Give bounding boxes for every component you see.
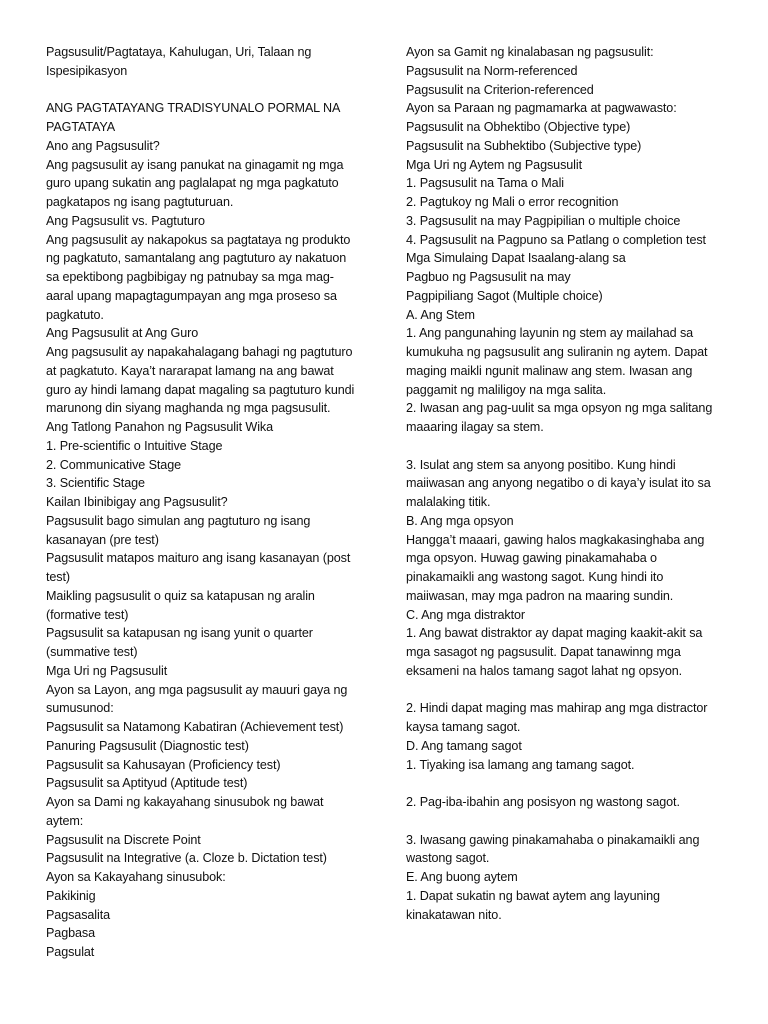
- text-line: Pagbuo ng Pagsusulit na may: [406, 270, 571, 284]
- text-line: (summative test): [46, 645, 138, 659]
- text-line: kumukuha ng pagsusulit ang suliranin ng aytem. Dapat: [406, 345, 708, 359]
- text-line: Ang pagsusulit ay isang panukat na ginagamit ng mga: [46, 157, 344, 172]
- text-line: Mga Uri ng Aytem ng Pagsusulit: [406, 157, 582, 172]
- text-line: Ayon sa Gamit ng kinalabasan ng pagsusulit:: [406, 45, 654, 59]
- text-line: marunong din siyang maghanda ng mga pagsusulit.: [46, 401, 331, 416]
- text-line: Pagsusulit bago simulan ang pagtuturo ng isang: [46, 513, 311, 528]
- text-line: 1. Pagsusulit na Tama o Mali: [406, 176, 564, 191]
- text-line: Pagpipiliang Sagot (Multiple choice): [406, 288, 603, 303]
- text-line: Pagsusulit sa katapusan ng isang yunit o quarter: [46, 626, 313, 641]
- text-line: [406, 812, 726, 831]
- text-line: Ayon sa Paraan ng pagmamarka at pagwawasto:: [406, 101, 677, 116]
- text-line: ng pagkatuto, samantalang ang pagtuturo ay nakatuon: [46, 251, 347, 266]
- text-line: sa epektibong pagbibigay ng patnubay sa mga mag-: [46, 270, 334, 284]
- text-line: 1. Ang bawat distraktor ay dapat maging kaakit-akit sa: [406, 626, 703, 641]
- text-line: 3. Pagsusulit na may Pagpipilian o multiple choice: [406, 213, 681, 228]
- text-line: PAGTATAYA: [46, 120, 116, 134]
- text-line: Pagbasa: [46, 926, 96, 941]
- text-line: B. Ang mga opsyon: [406, 513, 514, 528]
- text-line: pagkatapos ng isang pagtuturuan.: [46, 195, 234, 209]
- text-line: Ang Tatlong Panahon ng Pagsusulit Wika: [46, 420, 274, 434]
- text-line: aytem:: [46, 813, 84, 828]
- text-line: Ispesipikasyon: [46, 63, 128, 78]
- text-line: Panuring Pagsusulit (Diagnostic test): [46, 738, 249, 753]
- text-line: Ayon sa Layon, ang mga pagsusulit ay mauuri gaya ng: [46, 682, 348, 697]
- text-line: 1. Ang pangunahing layunin ng stem ay mailahad sa: [406, 326, 694, 341]
- text-line: Pagsusulit na Subhektibo (Subjective type): [406, 138, 642, 153]
- text-line: maging maikli ngunit malinaw ang stem. Iwasan ang: [406, 363, 693, 378]
- text-line: maiiwasan ang anyong negatibo o di kaya’y isulat ito sa: [406, 476, 711, 491]
- text-line: Maikling pagsusulit o quiz sa katapusan ng aralin: [46, 588, 315, 603]
- text-line: kaysa tamang sagot.: [406, 720, 521, 734]
- text-line: 2. Pag-iba-ibahin ang posisyon ng wastong sagot.: [406, 795, 680, 809]
- text-line: eksameni na halos tamang sagot lahat ng opsyon.: [406, 663, 683, 678]
- text-line: Ang pagsusulit ay nakapokus sa pagtataya ng produkto: [46, 232, 351, 247]
- text-line: 3. Scientific Stage: [46, 476, 145, 491]
- text-line: Pagsusulit sa Natamong Kabatiran (Achievement test): [46, 720, 344, 734]
- text-line: C. Ang mga distraktor: [406, 607, 525, 622]
- text-line: [406, 437, 726, 456]
- text-line: Ano ang Pagsusulit?: [46, 138, 160, 153]
- text-line: Ang Pagsusulit at Ang Guro: [46, 326, 199, 341]
- text-line: kasanayan (pre test): [46, 532, 159, 547]
- text-line: 3. Isulat ang stem sa anyong positibo. Kung hindi: [406, 457, 676, 472]
- text-line: wastong sagot.: [406, 851, 490, 866]
- text-line: guro upang sukatin ang paglalapat ng mga pagkatuto: [46, 176, 339, 191]
- text-line: Pagsusulit na Norm-referenced: [406, 63, 578, 78]
- text-line: pagkatuto.: [46, 307, 104, 322]
- text-line: malalaking titik.: [406, 495, 491, 509]
- text-line: Pakikinig: [46, 888, 96, 903]
- text-line: Pagsusulit sa Kahusayan (Proficiency test): [46, 757, 281, 772]
- text-line: Ayon sa Dami ng kakayahang sinusubok ng bawat: [46, 795, 324, 809]
- text-line: Pagsusulit/Pagtataya, Kahulugan, Uri, Talaan ng: [46, 45, 312, 59]
- text-line: 2. Communicative Stage: [46, 457, 181, 472]
- text-line: paggamit ng maliligoy na mga salita.: [406, 382, 607, 397]
- text-line: A. Ang Stem: [406, 307, 475, 322]
- text-line: 3. Iwasang gawing pinakamahaba o pinakamaikli ang: [406, 832, 700, 847]
- text-line: test): [46, 570, 70, 584]
- text-line: Pagsasalita: [46, 907, 111, 922]
- text-line: pinakamaikli ang wastong sagot. Kung hindi ito: [406, 570, 664, 584]
- text-line: (formative test): [46, 607, 129, 622]
- right-column: [406, 43, 726, 924]
- text-line: aaral upang mapagtagumpayan ang mga proseso sa: [46, 288, 337, 303]
- text-line: 2. Pagtukoy ng Mali o error recognition: [406, 195, 619, 209]
- text-line: Hangga’t maaari, gawing halos magkakasinghaba ang: [406, 532, 705, 547]
- text-line: D. Ang tamang sagot: [406, 738, 522, 753]
- text-line: at pagkatuto. Kaya’t nararapat lamang na ang bawat: [46, 363, 334, 378]
- text-line: maiiwasan, may mga padron na maaring sundin.: [406, 588, 674, 603]
- left-column: [46, 43, 368, 962]
- text-line: Mga Uri ng Pagsusulit: [46, 663, 168, 678]
- text-line: 1. Tiyaking isa lamang ang tamang sagot.: [406, 757, 635, 772]
- text-line: mga sasagot ng pagsusulit. Dapat tanawinng mga: [406, 645, 681, 659]
- text-line: Kailan Ibinibigay ang Pagsusulit?: [46, 495, 228, 509]
- text-line: Pagsusulit sa Aptityud (Aptitude test): [46, 776, 248, 791]
- text-line: 2. Iwasan ang pag-uulit sa mga opsyon ng mga salitang: [406, 401, 713, 416]
- text-line: 1. Dapat sukatin ng bawat aytem ang layuning: [406, 888, 660, 903]
- text-line: ANG PAGTATAYANG TRADISYUNALO PORMAL NA: [46, 101, 341, 116]
- text-line: E. Ang buong aytem: [406, 870, 518, 884]
- text-line: Pagsusulit na Discrete Point: [46, 832, 201, 847]
- text-line: maaaring ilagay sa stem.: [406, 420, 544, 434]
- text-line: [406, 774, 726, 793]
- text-line: Pagsulat: [46, 945, 95, 959]
- text-line: 1. Pre-scientific o Intuitive Stage: [46, 438, 223, 453]
- text-line: [406, 681, 726, 700]
- text-line: Ang Pagsusulit vs. Pagtuturo: [46, 213, 205, 228]
- text-line: Mga Simulaing Dapat Isaalang-alang sa: [406, 251, 626, 266]
- text-line: mga opsyon. Huwag gawing pinakamahaba o: [406, 551, 657, 566]
- text-line: Ang pagsusulit ay napakahalagang bahagi ng pagtuturo: [46, 345, 353, 359]
- text-line: guro ay hindi lamang dapat magaling sa pagtuturo kundi: [46, 382, 355, 397]
- text-line: sumusunod:: [46, 701, 114, 716]
- text-line: 4. Pagsusulit na Pagpuno sa Patlang o completion test: [406, 232, 706, 247]
- text-line: 2. Hindi dapat maging mas mahirap ang mga distractor: [406, 701, 708, 716]
- text-line: [46, 81, 368, 100]
- text-line: Pagsusulit matapos maituro ang isang kasanayan (post: [46, 551, 351, 566]
- text-line: kinakatawan nito.: [406, 907, 502, 922]
- text-line: Ayon sa Kakayahang sinusubok:: [46, 870, 226, 884]
- text-line: Pagsusulit na Integrative (a. Cloze b. Dictation test): [46, 851, 327, 866]
- text-line: Pagsusulit na Obhektibo (Objective type): [406, 120, 631, 134]
- text-line: Pagsusulit na Criterion-referenced: [406, 82, 594, 97]
